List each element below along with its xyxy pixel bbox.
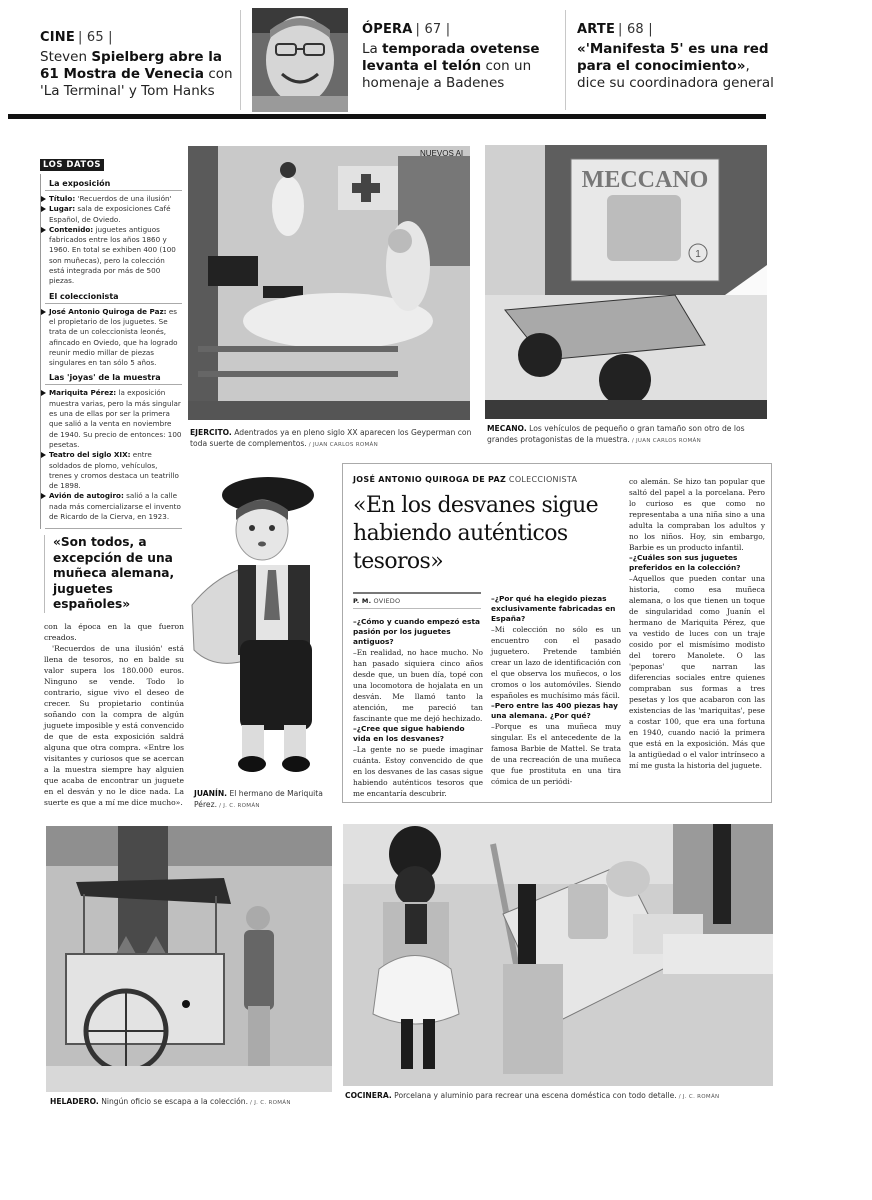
- datos-bottom-rule: [45, 528, 182, 529]
- article-body-col1: [44, 621, 184, 808]
- datos-heading: El coleccionista: [45, 287, 182, 304]
- pull-quote: «Son todos, a excepción de una muñeca alemana, juguetes españoles»: [44, 535, 184, 613]
- bullet-arrow-icon: [41, 309, 46, 315]
- los-datos-sidebar: [40, 152, 182, 529]
- caption-ejercito: EJERCITO. Adentrados ya en pleno siglo XX aparecen los Geyperman con toda suerte de complementos. / JUAN CARLOS ROMÁN: [190, 428, 472, 448]
- bullet-arrow-icon: [41, 206, 46, 212]
- photo-cocinera: [343, 824, 773, 1086]
- interview-box: [342, 463, 772, 803]
- bullet-arrow-icon: [41, 493, 46, 499]
- datos-item: Avión de autogiro: salió a la calle nada más comercializarse el invento de Ricardo de la Cierva, en 1923.: [41, 491, 182, 522]
- column-divider: [565, 10, 566, 110]
- interview-question: –¿Cómo y cuando empezó esta pasión por los juguetes antiguos?: [353, 617, 480, 646]
- photo-juanin: [190, 470, 340, 780]
- interview-kicker: JOSÉ ANTONIO QUIROGA DE PAZ COLECCIONISTA: [353, 475, 578, 484]
- teaser-portrait-photo: [252, 8, 348, 112]
- photo-credit: / JUAN CARLOS ROMÁN: [306, 441, 379, 448]
- interview-question: –¿Por qué ha elegido piezas exclusivamente fabricadas en España?: [491, 594, 616, 623]
- interview-question: –¿Cuáles son sus juguetes preferidos en la colección?: [629, 553, 741, 572]
- interview-answer: –Porque es una muñeca muy singular. Es el antecedente de la famosa Barbie de Mattel. Se trata de una recreación de una muñeca que fue prostituta en una tira cómica de un periódi-: [491, 722, 621, 786]
- datos-item: Contenido: juguetes antiguos fabricados entre los años 1860 y 1960. En total se exhiben 400 (100 son muñecas), pero la colección está integrada por más de 500 piezas.: [41, 225, 182, 287]
- datos-item: Lugar: sala de exposiciones Café Español, de Oviedo.: [41, 204, 182, 225]
- paragraph: 'Recuerdos de una ilusión' está llena de tesoros, no en balde su valor supera los 180.000 euros. Ninguno se vende. Todo lo contrario, sigue vivo el deseo de crecer. Su propietario continúa soñando con la compra de algún juguete imposible y está convencido de que de esta exposición saldrá alguna que otra compra. «Entre los visitantes y curiosos que se acercan a la muestra siempre hay alguien que acaba de encontrar un juguete en el desván y no le dice nada. La suerte es que a mí me dice mucho».: [44, 644, 184, 807]
- teaser-headline: La temporada ovetense levanta el telón con un homenaje a Badenes: [362, 41, 540, 91]
- bullet-arrow-icon: [41, 452, 46, 458]
- photo-credit: / J. C. ROMÁN: [676, 1094, 720, 1100]
- bullet-arrow-icon: [41, 227, 46, 233]
- datos-heading: Las 'joyas' de la muestra: [45, 368, 182, 385]
- interview-answer: –En realidad, no hace mucho. No han pasado siquiera cinco años desde que, un buen día, topé con una locomotora de hojalata en un desván. Me llamó tanto la atención, me pareció tan fascinante que me dejó hechizado.: [353, 648, 483, 723]
- datos-tag: LOS DATOS: [40, 159, 104, 171]
- interview-answer: co alemán. Se hizo tan popular que saltó del papel a la porcelana. Pero lo curioso es que como no representaba a una niña sino a una adulta la compraban los adultos y no los niños. Hoy, sin embargo, Barbie es un producto infantil.: [629, 477, 765, 552]
- interview-col-a: [353, 617, 483, 799]
- photo-overlay-text: NUEVOS AI: [420, 149, 464, 158]
- teaser-page-ref: | 65 |: [77, 30, 113, 45]
- photo-credit: / J. C. ROMÁN: [248, 1100, 291, 1106]
- teaser-section-label: ÓPERA | 67 |: [362, 22, 451, 37]
- meccano-box-label: MECCANO: [581, 167, 709, 193]
- bullet-arrow-icon: [41, 196, 46, 202]
- interview-question: –Pero entre las 400 piezas hay una alemana. ¿Por qué?: [491, 701, 618, 720]
- teaser-section-label: CINE | 65 |: [40, 30, 113, 45]
- teaser-page-ref: | 68 |: [618, 22, 653, 37]
- teaser-headline: Steven Spielberg abre la 61 Mostra de Venecia con 'La Terminal' y Tom Hanks: [40, 49, 233, 99]
- column-divider: [240, 10, 241, 110]
- teaser-section-label: ARTE | 68 |: [577, 22, 653, 37]
- interview-headline: «En los desvanes sigue habiendo auténticos tesoros»: [353, 493, 599, 574]
- datos-heading: La exposición: [45, 174, 182, 191]
- datos-item: Mariquita Pérez: la exposición muestra varias, pero la más singular es una de ellas por ser la primera que salió a la venta en noviembre de 1940. Su precio de entonces: 100 pesetas.: [41, 388, 182, 450]
- photo-heladero: [46, 826, 332, 1092]
- paragraph: con la época en la que fueron creados.: [44, 622, 184, 642]
- datos-item: Teatro del siglo XIX: entre soldados de plomo, vehículos, trenes y cromos destaca un teatrillo de 1898.: [41, 450, 182, 491]
- bullet-arrow-icon: [41, 390, 46, 396]
- caption-mecano: MECANO. Los vehículos de pequeño o gran tamaño son otro de los grandes protagonistas de la muestra. / JUAN CARLOS ROMÁN: [487, 424, 745, 444]
- caption-cocinera: COCINERA. Porcelana y aluminio para recrear una escena doméstica con todo detalle. / J. C. ROMÁN: [345, 1091, 720, 1100]
- photo-ejercito: [188, 146, 470, 420]
- interview-answer: –La gente no se puede imaginar cuánta. Estoy convencido de que en los desvanes de las casas sigue habiendo auténticos tesoros que me encantaría descubrir.: [353, 745, 483, 798]
- teaser-headline: «'Manifesta 5' es una red para el conocimiento», dice su coordinadora general: [577, 41, 774, 91]
- photo-credit: / JUAN CARLOS ROMÁN: [629, 437, 702, 444]
- datos-item: Título: 'Recuerdos de una ilusión': [41, 194, 182, 204]
- photo-credit: / J. C. ROMÁN: [217, 802, 260, 809]
- caption-heladero: HELADERO. Ningún oficio se escapa a la colección. / J. C. ROMÁN: [50, 1097, 291, 1106]
- header-rule: [8, 114, 766, 119]
- teaser-page-ref: | 67 |: [415, 22, 451, 37]
- meccano-box-number: 1: [695, 249, 701, 260]
- interview-answer: –Aquellos que pueden contar una historia, como esa muñeca alemana, o los que tienen un toque de singularidad como Juanín el hermano de Mariquita Pérez, que va vestido de luces con un traje cosido por el mismísimo modisto del torero Manolete. O las 'peponas' que narran las diferencias sociales entre quienes compraban sus formas a tres pesetas y los que acabaron con las existencias de las 'mariquitas', pese a costar 100, que era una fortuna en 1940, cuando nació la primera que está en la exposición. Más que la antigüedad o el valor intrínseco a mí me gusta la historia del juguete.: [629, 574, 765, 770]
- teaser-cine[interactable]: [40, 30, 240, 144]
- interview-col-c: [629, 476, 765, 771]
- interview-question: –¿Cree que sigue habiendo vida en los desvanes?: [353, 724, 465, 743]
- caption-juanin: JUANÍN. El hermano de Mariquita Pérez. / J. C. ROMÁN: [194, 789, 323, 809]
- byline: P. M. OVIEDO: [353, 592, 481, 609]
- photo-mecano: [485, 145, 767, 419]
- datos-item: José Antonio Quiroga de Paz: es el propietario de los juguetes. Se trata de un coleccionista leonés, afincado en Oviedo, que ha logrado reunir medio millar de piezas singulares en tan sólo 5 años.: [41, 307, 182, 369]
- interview-col-b: [491, 594, 621, 787]
- interview-answer: –Mi colección no sólo es un encuentro con el pasado juguetero. Pretende también crear un lazo de identificación con el que observa los muñecos, o los cromos o los automóviles. Siendo españoles es muchísimo más fácil.: [491, 625, 621, 700]
